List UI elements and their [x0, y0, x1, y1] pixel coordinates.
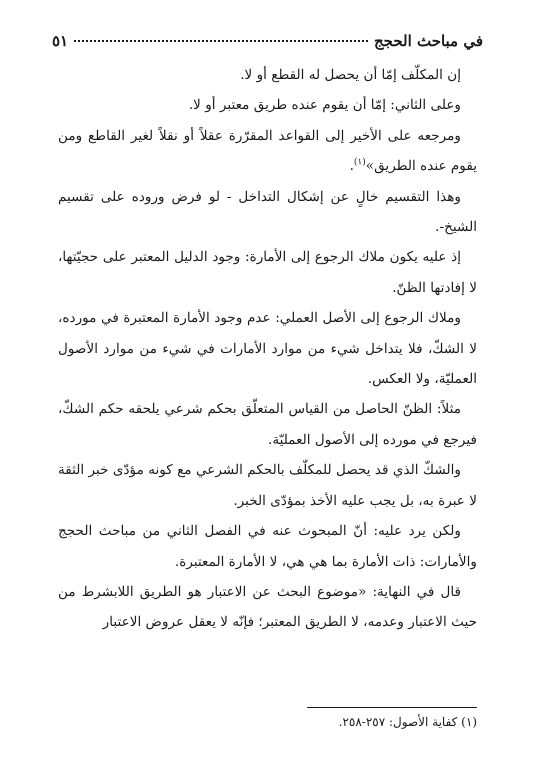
body-text	[58, 60, 477, 638]
paragraph: قال في النهاية: «موضوع البحث عن الاعتبار هو الطريق اللابشرط من حيث الاعتبار وعدمه، لا الطريق المعتبر؛ فإنّه لا يعقل عروض الاعتبار	[58, 583, 477, 631]
paragraph-text: ومرجعه على الأخير إلى القواعد المقرّرة عقلاً أو نقلاً لغير القاطع ومن يقوم عنده الطريق»	[58, 127, 477, 175]
paragraph: وعلى الثاني: إمّا أن يقوم عنده طريق معتبر أو لا.	[188, 97, 461, 114]
footnote: (١) كفاية الأصول: ٢٥٧-٢٥٨.	[338, 715, 477, 729]
paragraph	[58, 121, 477, 182]
running-header	[52, 32, 483, 54]
paragraph: إذ عليه يكون ملاك الرجوع إلى الأمارة: وجود الدليل المعتبر على حجيّتها، لا إفادتها الظنّ.	[58, 249, 477, 296]
footnote-divider	[307, 707, 477, 708]
header-leader-dots	[74, 40, 368, 42]
header-title: في مباحث الحجج	[373, 32, 483, 50]
paragraph: إن المكلّف إمّا أن يحصل له القطع أو لا.	[240, 67, 461, 83]
footnote-reference: (١)	[353, 157, 366, 168]
paragraph: ولكن يرد عليه: أنّ المبحوث عنه في الفصل الثاني من مباحث الحجج والأمارات: ذات الأمارة بما هي هي، لا الأمارة المعتبرة.	[58, 523, 477, 570]
paragraph: وملاك الرجوع إلى الأصل العملي: عدم وجود الأمارة المعتبرة في مورده، لا الشكّ، فلا يتداخل شيء من موارد الأمارات في شيء من موارد الأصول العمليّة، ولا العكس.	[58, 310, 477, 388]
paragraph-end: .	[349, 158, 354, 175]
page-number: ٥١	[52, 32, 69, 50]
paragraph: والشكّ الذي قد يحصل للمكلّف بالحكم الشرعي مع كونه مؤدّى خبر الثقة لا عبرة به، بل يجب عليه الأخذ بمؤدّى الخبر.	[58, 462, 477, 509]
paragraph: مثلاً: الظنّ الحاصل من القياس المتعلّق بحكم شرعي يلحقه حكم الشكّ، فيرجع في مورده إلى الأصول العمليّة.	[58, 401, 477, 448]
paragraph: وهذا التقسيم خالٍ عن إشكال التداخل - لو فرض وروده على تقسيم الشيخ-.	[58, 188, 477, 236]
